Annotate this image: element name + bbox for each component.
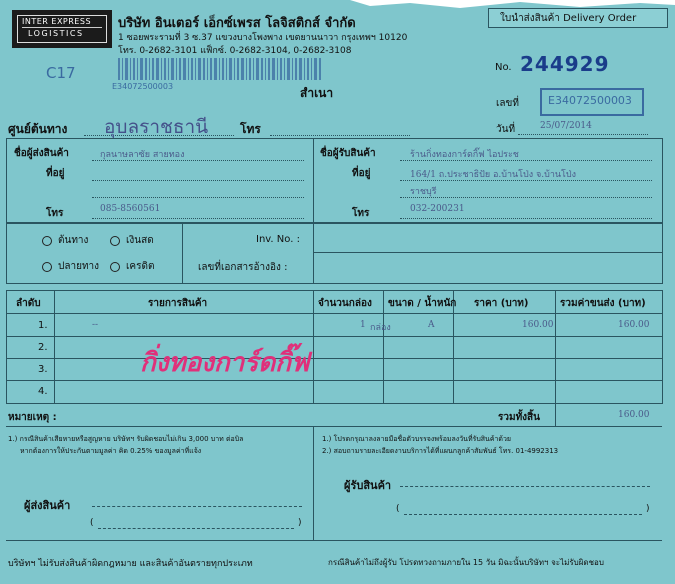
col-header-size: ขนาด / น้ำหนัก: [388, 298, 457, 309]
date-value: 25/07/2014: [540, 121, 592, 131]
sender-sign-label: ผู้ส่งสินค้า: [24, 499, 71, 512]
logo-line1: INTER EXPRESS: [22, 17, 92, 26]
row-price: 160.00: [522, 320, 554, 330]
radio-cash[interactable]: [110, 236, 120, 246]
sender-phone-label: โทร: [46, 208, 64, 219]
col-header-qty: จำนวนกล่อง: [318, 298, 372, 309]
payment-destination-label: ปลายทาง: [58, 261, 100, 272]
col-header-total: รวมค่าขนส่ง (บาท): [560, 298, 646, 309]
company-name: บริษัท อินเตอร์ เอ็กซ์เพรส โลจิสติกส์ จำกัด: [118, 16, 356, 31]
code-c17: C17: [46, 64, 76, 82]
grand-total-value: 160.00: [618, 410, 650, 420]
footer-left: บริษัทฯ ไม่รับส่งสินค้าผิดกฎหมาย และสินค้าอันตรายทุกประเภท: [8, 559, 253, 569]
receiver-phone-label: โทร: [352, 208, 370, 219]
row-no: 3.: [38, 364, 48, 375]
doc-number: 244929: [520, 52, 610, 76]
row-no: 4.: [38, 386, 48, 397]
row-qty: 1: [360, 320, 366, 330]
receiver-name-value: ร้านกิ่งทองการ์ดกิ๊ฟ ไอประช: [410, 150, 519, 160]
col-header-price: ราคา (บาท): [474, 298, 529, 309]
row-no: 1.: [38, 320, 48, 331]
receiver-sign-label: ผู้รับสินค้า: [344, 479, 392, 492]
receiver-addr-line2: ราชบุรี: [410, 187, 437, 197]
col-header-no: ลำดับ: [16, 298, 41, 309]
receiver-sign-line: [400, 486, 650, 487]
receiver-addr-label: ที่อยู่: [352, 168, 371, 179]
sender-addr-label: ที่อยู่: [46, 168, 65, 179]
doc-title: ใบนำส่งสินค้า Delivery Order: [500, 13, 637, 24]
payment-cash-label: เงินสด: [126, 235, 154, 246]
company-phone: โทร. 0-2682-3101 แฟ็กซ์. 0-2682-3104, 0-2682-3108: [118, 46, 352, 56]
no-label: No.: [495, 62, 512, 73]
receiver-phone-value: 032-200231: [410, 204, 465, 214]
origin-label: ศูนย์ต้นทาง: [8, 122, 68, 136]
payment-box: [6, 222, 663, 284]
doc-no-label: เลขที่: [496, 98, 519, 109]
origin-value: อุบลราชธานี: [104, 116, 209, 138]
row-weight: A: [428, 320, 435, 330]
grand-total-label: รวมทั้งสิ้น: [498, 412, 540, 423]
row-total: 160.00: [618, 320, 650, 330]
col-header-item: รายการสินค้า: [148, 298, 208, 309]
origin-phone-label: โทร: [240, 122, 261, 136]
sender-phone-value: 085-8560561: [100, 204, 161, 214]
shop-stamp: กิ่งทองการ์ดกิ๊ฟ: [140, 348, 310, 378]
condition-right-1: 1.) โปรดกรุณาลงลายมือชื่อตัวบรรจงพร้อมลงวันที่รับสินค้าด้วย: [322, 435, 512, 443]
logo-line2: LOGISTICS: [28, 29, 84, 38]
sender-name-value: กุลนาษลาซัย สายทอง: [100, 150, 185, 160]
radio-destination[interactable]: [42, 262, 52, 272]
company-logo: [12, 10, 112, 48]
sender-name-label: ชื่อผู้ส่งสินค้า: [14, 148, 69, 159]
copy-label: สำเนา: [300, 86, 334, 100]
ref-label: เลขที่เอกสารอ้างอิง :: [198, 262, 288, 273]
company-address: 1 ซอยพระรามที่ 3 ซ.37 แขวงบางโพงพาง เขตยานนาวา กรุงเทพฯ 10120: [118, 33, 408, 43]
payment-credit-label: เครดิต: [126, 261, 155, 272]
remarks-label: หมายเหตุ :: [8, 412, 57, 423]
condition-left-1: 1.) กรณีสินค้าเสียหายหรือสูญหาย บริษัทฯ รับผิดชอบไม่เกิน 3,000 บาท ต่อบิล: [8, 435, 244, 443]
date-label: วันที่: [496, 124, 516, 135]
row-no: 2.: [38, 342, 48, 353]
condition-right-2: 2.) สอบถามรายละเอียดงานบริการได้ที่แผนกลูกค้าสัมพันธ์ โทร. 01-4992313: [322, 447, 559, 455]
receiver-name-label: ชื่อผู้รับสินค้า: [320, 148, 376, 159]
barcode: [118, 58, 324, 80]
footer-right: กรณีสินค้าไม่ถึงผู้รับ โปรดทวงถามภายใน 15 วัน มิฉะนั้นบริษัทฯ จะไม่รับผิดชอบ: [328, 558, 604, 567]
inv-label: Inv. No. :: [256, 234, 300, 245]
row-size: กล่อง: [370, 323, 391, 333]
doc-no-value: E34072500003: [548, 94, 632, 107]
radio-credit[interactable]: [110, 262, 120, 272]
radio-origin[interactable]: [42, 236, 52, 246]
receiver-addr-line1: 164/1 ถ.ประชาธิปัย อ.บ้านโป่ง จ.บ้านโป่ง: [410, 170, 576, 180]
payment-origin-label: ต้นทาง: [58, 235, 89, 246]
sender-sign-line: [92, 506, 302, 507]
condition-left-2: หากต้องการให้ประกันตามมูลค่า คิด 0.25% ของมูลค่าที่แจ้ง: [20, 447, 202, 455]
delivery-order-form: INTER EXPRESS LOGISTICS บริษัท อินเตอร์ เอ็กซ์เพรส โลจิสติกส์ จำกัด 1 ซอยพระรามที่ 3 ซ.37 แขวงบางโพงพาง เขตยานนาวา กรุงเทพฯ 10120 โทร. 0-2682-3101 แฟ็กซ์. 0-2682-3104, 0-2682-3108 ใบนำส่งสินค้า Delivery Order C17 E34072500003 สำเนา No. 244929 เลขที่ E34072500003 วันที่ 25/07/2014 ศูนย์ต้นทาง อุบลราชธานี โทร ชื่อผู้ส่งสินค้า กุลนาษลาซัย สายทอง ที่อยู่ โทร 085-8560561 ชื่อผู้รับสินค้า ร้านกิ่งทองการ์ดกิ๊ฟ ไอประช ที่อยู่ 164/1 ถ.ประชาธิปัย อ.บ้านโป่ง จ.บ้านโป่ง ราชบุรี โทร 032-200231 ต้นทาง เงินสด ปลายทาง เครดิต Inv. No. : เลขที่เอกสารอ้างอิง : ลำดับ รายการสินค้า จำนวนกล่อง ขนาด / น้ำหนัก ราคา (บาท) รวมค่าขนส่ง (บาท) 1. -- 1 กล่อง A 160.00 160.00 2. 3. 4. กิ่งทองการ์ดกิ๊ฟ หมายเหตุ : รวมทั้งสิ้น 160.00 1.) กรณีสินค้าเสียหายหรือสูญหาย บริษัทฯ รับผิดชอบไม่เกิน 3,000 บาท ต่อบิล หากต้องการให้ประกันตามมูลค่า คิด 0.25% ของมูลค่าที่แจ้ง 1.) โปรดกรุณาลงลายมือชื่อตัวบรรจงพร้อมลงวันที่รับสินค้าด้วย 2.) สอบถามรายละเอียดงานบริการได้ที่แผนกลูกค้าสัมพันธ์ โทร. 01-4992313 ผู้ส่งสินค้า ( ) ผู้รับสินค้า ( ) บริษัทฯ ไม่รับส่งสินค้าผิดกฎหมาย และสินค้าอันตรายทุกประเภท กรณีสินค้าไม่ถึงผู้รับ โปรดทวงถามภายใน 15 วัน มิฉะนั้นบริษัทฯ จะไม่รับผิดชอบ: [0, 0, 675, 584]
row-item: --: [92, 320, 99, 330]
barcode-text: E34072500003: [112, 82, 174, 91]
